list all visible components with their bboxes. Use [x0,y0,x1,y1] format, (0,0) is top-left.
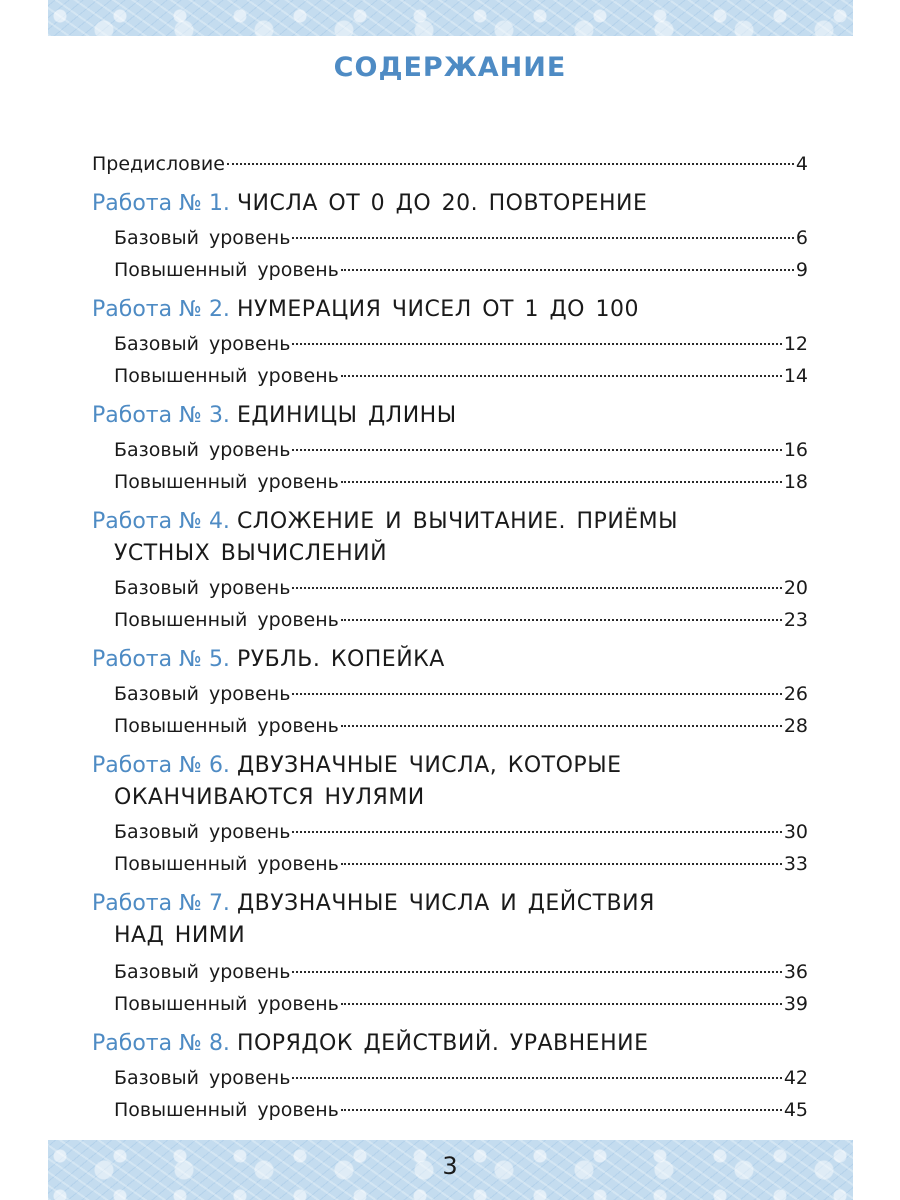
toc-entry-page: 18 [783,471,808,493]
toc-entry-advanced[interactable] [114,710,808,742]
toc-entry-page: 39 [783,993,808,1015]
dot-leader [227,163,794,165]
dot-leader [292,1077,781,1079]
toc-entry-label: Базовый уровень [114,439,291,461]
work-heading[interactable] [92,294,808,326]
toc-entry-page: 12 [783,333,808,355]
work-number: Работа № 7. [92,891,230,916]
toc-entry-advanced[interactable] [114,988,808,1020]
dot-leader [341,863,782,865]
work-number: Работа № 4. [92,509,230,534]
work-heading[interactable] [92,506,808,538]
page-number: 3 [442,1152,458,1180]
work-heading[interactable] [92,188,808,220]
work-heading[interactable] [92,750,808,782]
toc-entry-label: Повышенный уровень [114,853,339,875]
toc-entry-page: 42 [783,1067,808,1089]
toc-entry-label: Базовый уровень [114,1067,291,1089]
toc-entry-label: Повышенный уровень [114,609,339,631]
toc-entry-page: 16 [783,439,808,461]
toc-entry-advanced[interactable] [114,604,808,636]
dot-leader [341,481,782,483]
dot-leader [341,619,782,621]
toc-entry-basic[interactable] [114,816,808,848]
dot-leader [292,971,781,973]
toc-entry-label: Повышенный уровень [114,471,339,493]
work-heading[interactable] [92,1028,808,1060]
work-number: Работа № 3. [92,403,230,428]
toc-entry-advanced[interactable] [114,1094,808,1126]
work-title: НУМЕРАЦИЯ ЧИСЕЛ ОТ 1 ДО 100 [236,297,639,322]
toc-entry-label: Базовый уровень [114,333,291,355]
work-title: ДВУЗНАЧНЫЕ ЧИСЛА И ДЕЙСТВИЯ [236,891,655,916]
toc-entry-preface[interactable] [92,148,808,180]
toc-entry-page: 14 [783,365,808,387]
work-title: ЧИСЛА ОТ 0 ДО 20. ПОВТОРЕНИЕ [236,191,648,216]
toc-entry-advanced[interactable] [114,360,808,392]
dot-leader [341,1003,782,1005]
work-title: ОКАНЧИВАЮТСЯ НУЛЯМИ [114,785,425,810]
toc-entry-basic[interactable] [114,956,808,988]
work-number: Работа № 2. [92,297,230,322]
work-number: Работа № 5. [92,647,230,672]
top-decorative-band [48,0,853,36]
toc-entry-basic[interactable] [114,1062,808,1094]
toc-entry-label: Предисловие [92,153,225,175]
toc-entry-page: 30 [783,821,808,843]
work-title: РУБЛЬ. КОПЕЙКА [236,647,445,672]
toc-entry-page: 20 [783,577,808,599]
toc-entry-label: Базовый уровень [114,961,291,983]
toc-entry-label: Базовый уровень [114,821,291,843]
work-title-continuation [114,920,830,952]
dot-leader [292,587,781,589]
toc-entry-page: 36 [783,961,808,983]
toc-entry-page: 4 [795,153,808,175]
work-title: ПОРЯДОК ДЕЙСТВИЙ. УРАВНЕНИЕ [236,1031,649,1056]
toc-entry-basic[interactable] [114,328,808,360]
dot-leader [292,237,793,239]
work-number: Работа № 6. [92,753,230,778]
dot-leader [292,449,781,451]
dot-leader [292,831,781,833]
toc-entry-label: Базовый уровень [114,577,291,599]
work-title: СЛОЖЕНИЕ И ВЫЧИТАНИЕ. ПРИЁМЫ [236,509,679,534]
toc-entry-label: Повышенный уровень [114,715,339,737]
dot-leader [341,1109,782,1111]
work-heading[interactable] [92,400,808,432]
toc-entry-basic[interactable] [114,678,808,710]
toc-entry-basic[interactable] [114,222,808,254]
toc-entry-page: 26 [783,683,808,705]
page-title: СОДЕРЖАНИЕ [333,52,567,83]
work-title: ЕДИНИЦЫ ДЛИНЫ [236,403,457,428]
work-heading[interactable] [92,888,808,920]
toc-entry-label: Повышенный уровень [114,993,339,1015]
work-title-continuation [114,782,830,814]
dot-leader [341,269,794,271]
toc-entry-label: Повышенный уровень [114,1099,339,1121]
toc-entry-label: Повышенный уровень [114,365,339,387]
work-number: Работа № 8. [92,1031,230,1056]
toc-entry-advanced[interactable] [114,254,808,286]
work-title: ДВУЗНАЧНЫЕ ЧИСЛА, КОТОРЫЕ [236,753,622,778]
toc-entry-basic[interactable] [114,572,808,604]
toc-entry-page: 23 [783,609,808,631]
toc-entry-basic[interactable] [114,434,808,466]
toc-entry-page: 28 [783,715,808,737]
work-title: УСТНЫХ ВЫЧИСЛЕНИЙ [114,541,388,566]
toc-entry-page: 6 [795,227,808,249]
toc-entry-label: Повышенный уровень [114,259,339,281]
dot-leader [292,693,781,695]
work-heading[interactable] [92,644,808,676]
dot-leader [292,343,781,345]
toc-entry-advanced[interactable] [114,466,808,498]
work-number: Работа № 1. [92,191,230,216]
work-title: НАД НИМИ [114,923,246,948]
toc-entry-advanced[interactable] [114,848,808,880]
toc-entry-page: 9 [795,259,808,281]
toc-entry-label: Базовый уровень [114,227,291,249]
toc-entry-page: 45 [783,1099,808,1121]
work-title-continuation [114,538,830,570]
toc-entry-page: 33 [783,853,808,875]
dot-leader [341,725,782,727]
dot-leader [341,375,782,377]
toc-entry-label: Базовый уровень [114,683,291,705]
